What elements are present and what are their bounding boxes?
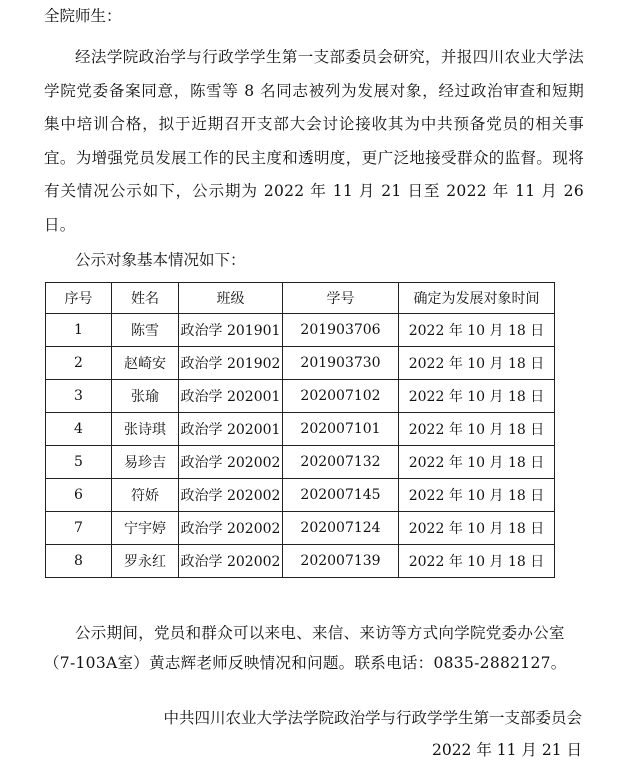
cell-name: 张诗琪 — [112, 413, 179, 446]
table-row — [46, 446, 555, 479]
cell-student-id: 201903706 — [283, 314, 399, 347]
cell-name: 宁宇婷 — [112, 512, 179, 545]
cell-index: 7 — [46, 512, 112, 545]
candidate-table — [45, 282, 555, 578]
cell-student-id: 202007101 — [283, 413, 399, 446]
header-index: 序号 — [46, 283, 112, 314]
table-row — [46, 545, 555, 578]
table-header-row — [46, 283, 555, 314]
cell-student-id: 202007132 — [283, 446, 399, 479]
table-row — [46, 479, 555, 512]
cell-index: 3 — [46, 380, 112, 413]
cell-class: 政治学 202002 — [179, 446, 283, 479]
cell-student-id: 202007145 — [283, 479, 399, 512]
header-date: 确定为发展对象时间 — [399, 283, 555, 314]
cell-name: 张瑜 — [112, 380, 179, 413]
cell-date: 2022 年 10 月 18 日 — [399, 545, 555, 578]
cell-index: 4 — [46, 413, 112, 446]
cell-student-id: 202007102 — [283, 380, 399, 413]
cell-name: 陈雪 — [112, 314, 179, 347]
signature-date: 2022 年 11 月 21 日 — [431, 741, 582, 759]
table-row — [46, 347, 555, 380]
cell-index: 2 — [46, 347, 112, 380]
cell-class: 政治学 202002 — [179, 545, 283, 578]
table-row — [46, 413, 555, 446]
cell-class: 政治学 202002 — [179, 512, 283, 545]
cell-class: 政治学 201901 — [179, 314, 283, 347]
cell-class: 政治学 202001 — [179, 380, 283, 413]
cell-class: 政治学 202002 — [179, 479, 283, 512]
cell-date: 2022 年 10 月 18 日 — [399, 413, 555, 446]
cell-name: 赵崎安 — [112, 347, 179, 380]
cell-name: 符娇 — [112, 479, 179, 512]
cell-date: 2022 年 10 月 18 日 — [399, 446, 555, 479]
cell-date: 2022 年 10 月 18 日 — [399, 347, 555, 380]
signature: 中共四川农业大学法学院政治学与行政学学生第一支部委员会 — [163, 709, 582, 727]
header-name: 姓名 — [112, 283, 179, 314]
cell-index: 6 — [46, 479, 112, 512]
table-row — [46, 512, 555, 545]
cell-index: 1 — [46, 314, 112, 347]
cell-index: 8 — [46, 545, 112, 578]
cell-index: 5 — [46, 446, 112, 479]
intro-paragraph: 经法学院政治学与行政学学生第一支部委员会研究，并报四川农业大学法学院党委备案同意，陈雪等 8 名同志被列为发展对象，经过政治审查和短期集中培训合格，拟于近期召开支部大会讨论接收其为中共预备党员的相关事宜。为增强党员发展工作的民主度和透明度，更广泛地接受群众的监督。现将有关情况公示如下，公示期为 2022 年 11 月 21 日至 2022 年 11 月 26 日。 — [44, 48, 584, 234]
salutation: 全院师生： — [44, 7, 122, 25]
cell-name: 罗永红 — [112, 545, 179, 578]
table-row — [46, 380, 555, 413]
cell-class: 政治学 202001 — [179, 413, 283, 446]
cell-student-id: 201903730 — [283, 347, 399, 380]
cell-date: 2022 年 10 月 18 日 — [399, 479, 555, 512]
cell-date: 2022 年 10 月 18 日 — [399, 314, 555, 347]
cell-student-id: 202007124 — [283, 512, 399, 545]
table-row — [46, 314, 555, 347]
cell-class: 政治学 201902 — [179, 347, 283, 380]
cell-date: 2022 年 10 月 18 日 — [399, 512, 555, 545]
header-student-id: 学号 — [283, 283, 399, 314]
table-intro: 公示对象基本情况如下： — [75, 251, 246, 269]
header-class: 班级 — [179, 283, 283, 314]
contact-paragraph: 公示期间，党员和群众可以来电、来信、来访等方式向学院党委办公室（7-103A室）黄志辉老师反映情况和问题。联系电话：0835-2882127。 — [44, 624, 567, 672]
cell-date: 2022 年 10 月 18 日 — [399, 380, 555, 413]
cell-student-id: 202007139 — [283, 545, 399, 578]
cell-name: 易珍吉 — [112, 446, 179, 479]
